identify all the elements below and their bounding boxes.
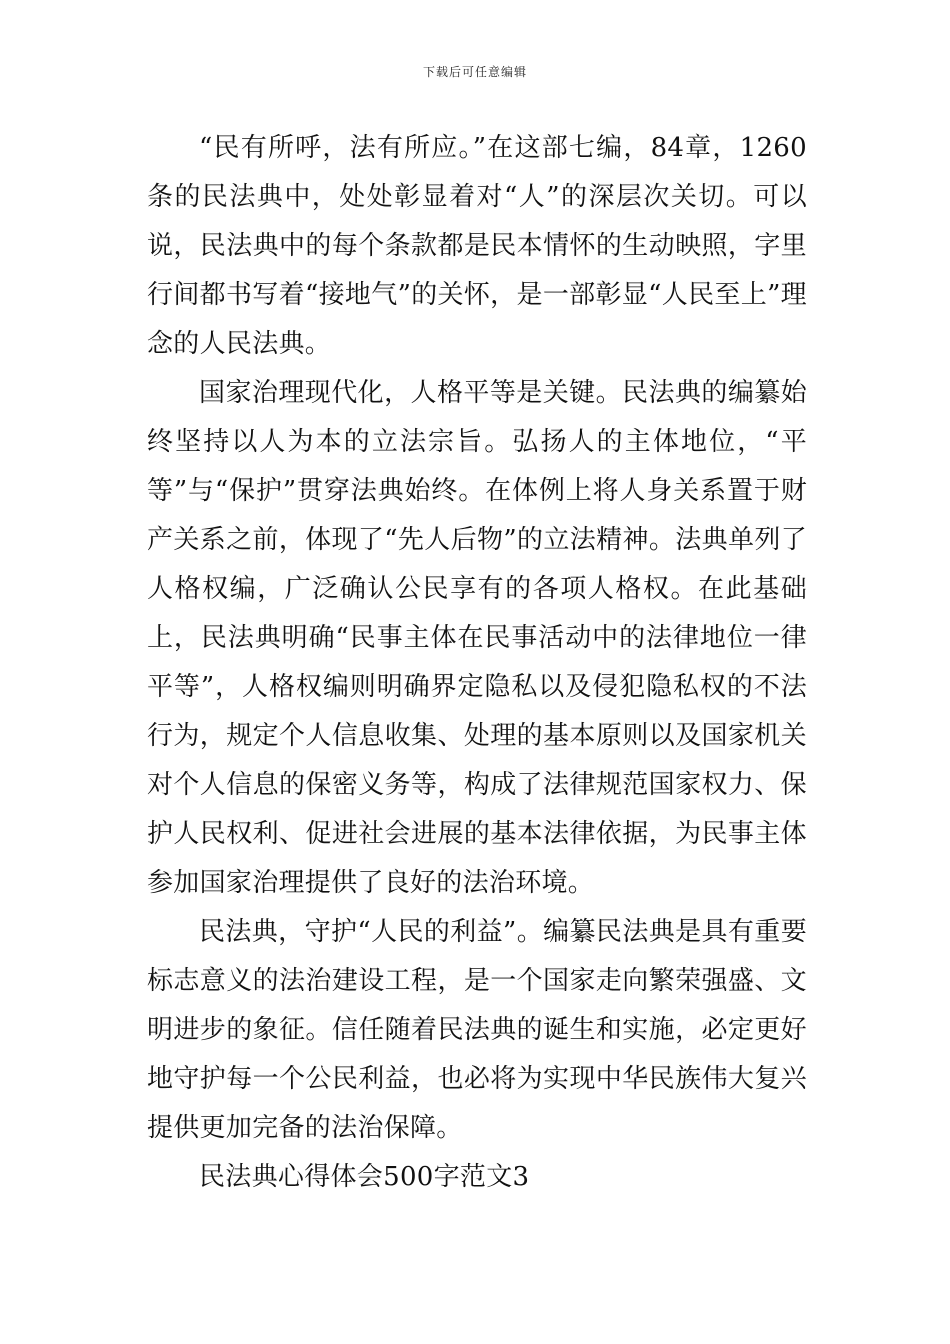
paragraph-interests: 民法典，守护“人民的利益”。编纂民法典是具有重要标志意义的法治建设工程，是一个国家走向繁荣强盛、文明进步的象征。信任随着民法典的诞生和实施，必定更好地守护每一个公民利益，也必将为实现中华民族伟大复兴提供更加完备的法治保障。: [147, 917, 807, 1143]
paragraph-intro: “民有所呼，法有所应。”在这部七编，84章，1260条的民法典中，处处彰显着对“人”的深层次关切。可以说，民法典中的每个条款都是民本情怀的生动映照，字里行间都书写着“接地气”的关怀，是一部彰显“人民至上”理念的人民法典。: [147, 133, 807, 359]
document-body: [147, 124, 807, 1202]
paragraph-equality: 国家治理现代化，人格平等是关键。民法典的编纂始终坚持以人为本的立法宗旨。弘扬人的主体地位，“平等”与“保护”贯穿法典始终。在体例上将人身关系置于财产关系之前，体现了“先人后物”的立法精神。法典单列了人格权编，广泛确认公民享有的各项人格权。在此基础上，民法典明确“民事主体在民事活动中的法律地位一律平等”，人格权编则明确界定隐私以及侵犯隐私权的不法行为，规定个人信息收集、处理的基本原则以及国家机关对个人信息的保密义务等，构成了法律规范国家权力、保护人民权利、促进社会进展的基本法律依据，为民事主体参加国家治理提供了良好的法治环境。: [147, 378, 807, 898]
section-subheading: 民法典心得体会500字范文3: [199, 1162, 530, 1192]
page-header: 下载后可任意编辑: [422, 65, 527, 79]
